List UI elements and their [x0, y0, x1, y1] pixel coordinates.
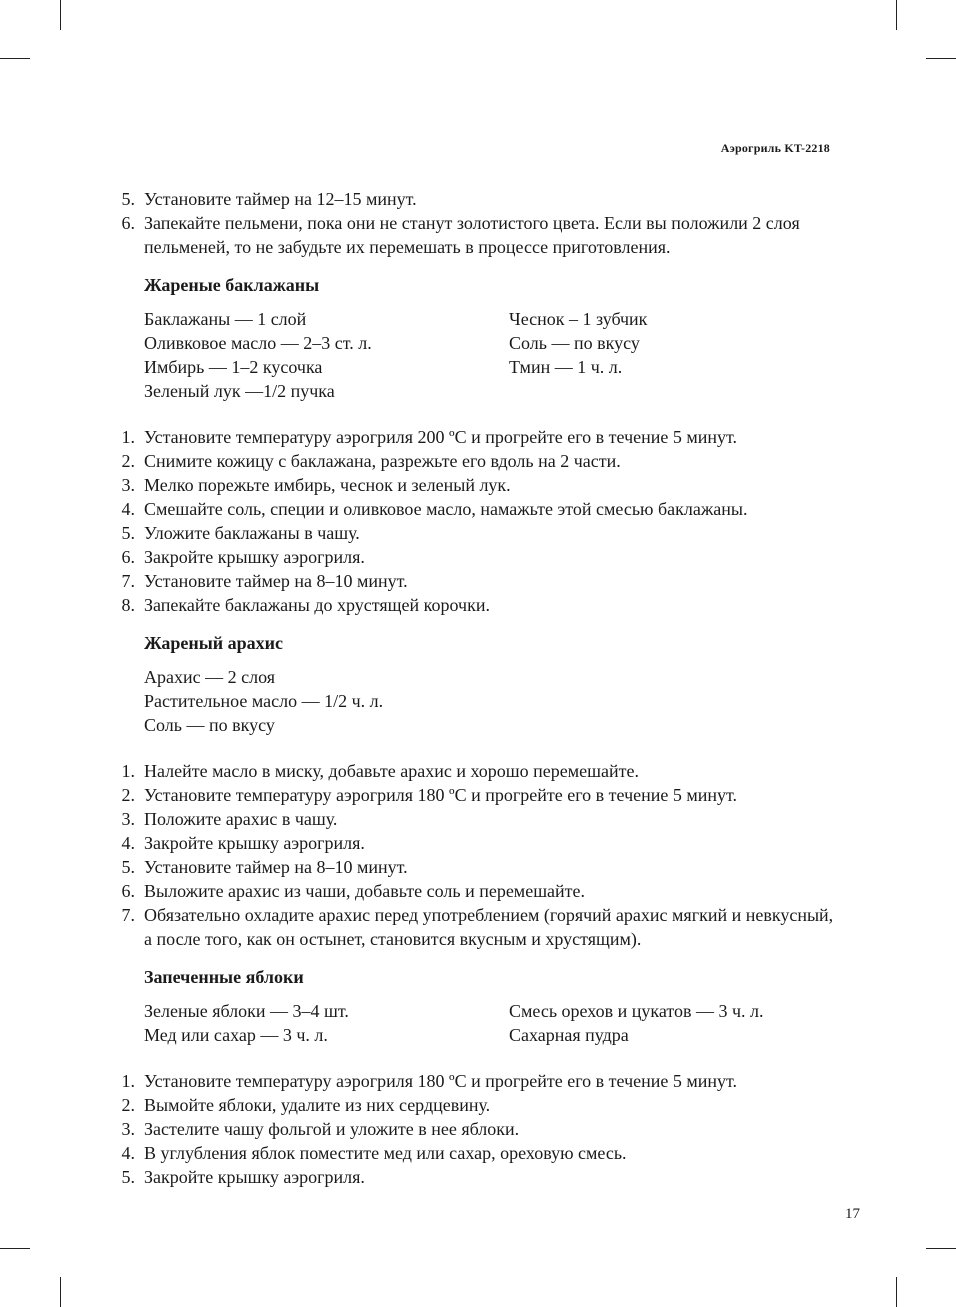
running-head: Аэрогриль KT-2218	[720, 141, 830, 155]
list-item: 5. Установите таймер на 8–10 минут.	[121, 857, 408, 877]
list-item: 5. Установите таймер на 12–15 минут.	[121, 189, 417, 209]
list-item: 6. Выложите арахис из чаши, добавьте соль и перемешайте.	[121, 881, 586, 901]
list-item: 4. В углубления яблок поместите мед или сахар, ореховую смесь.	[121, 1143, 627, 1163]
crop-mark	[0, 1248, 30, 1249]
ingredient: Растительное масло — 1/2 ч. л.	[144, 691, 384, 711]
crop-mark	[896, 0, 897, 30]
list-item: 6. Закройте крышку аэрогриля.	[121, 547, 365, 567]
crop-mark	[926, 58, 956, 59]
crop-mark	[926, 1248, 956, 1249]
ingredients	[144, 665, 838, 737]
list-item: 5. Уложите баклажаны в чашу.	[121, 523, 360, 543]
ingredients-left	[144, 999, 509, 1047]
list-item: 7. Установите таймер на 8–10 минут.	[121, 571, 408, 591]
ingredient: Чеснок – 1 зубчик	[509, 309, 648, 329]
ingredients-right	[509, 307, 838, 403]
recipe-title: Запеченные яблоки	[144, 967, 304, 987]
ingredients-right	[509, 999, 838, 1047]
intro-steps	[108, 187, 838, 259]
list-item: 4. Смешайте соль, специи и оливковое масло, намажьте этой смесью баклажаны.	[121, 499, 748, 519]
list-item: 2. Снимите кожицу с баклажана, разрежьте его вдоль на 2 части.	[121, 451, 621, 471]
list-item: 8. Запекайте баклажаны до хрустящей корочки.	[121, 595, 490, 615]
ingredient: Зеленые яблоки — 3–4 шт.	[144, 1001, 349, 1021]
ingredients-left	[144, 307, 509, 403]
apple-steps	[108, 1069, 838, 1189]
ingredient: Соль — по вкусу	[509, 333, 640, 353]
ingredients	[144, 999, 838, 1047]
ingredient: Сахарная пудра	[509, 1025, 629, 1045]
crop-mark	[0, 58, 30, 59]
list-item: 2. Установите температуру аэрогриля 180 ºС и прогрейте его в течение 5 минут.	[121, 785, 738, 805]
list-item: 1. Установите температуру аэрогриля 180 ºС и прогрейте его в течение 5 минут.	[121, 1071, 738, 1091]
crop-mark	[60, 0, 61, 30]
recipe-title: Жареные баклажаны	[144, 275, 320, 295]
recipe-title: Жареный арахис	[144, 633, 284, 653]
eggplant-steps	[108, 425, 838, 617]
list-item: 7. Обязательно охладите арахис перед употреблением (горячий арахис мягкий и невкусный, а после того, как он остынет, становится вкусным и хрустящим).	[121, 905, 834, 949]
crop-mark	[896, 1277, 897, 1307]
list-item: 3. Положите арахис в чашу.	[121, 809, 338, 829]
list-item: 2. Вымойте яблоки, удалите из них сердцевину.	[121, 1095, 491, 1115]
ingredient: Тмин — 1 ч. л.	[509, 357, 623, 377]
ingredient: Зеленый лук —1/2 пучка	[144, 381, 335, 401]
page-content	[108, 187, 838, 1189]
ingredient: Оливковое масло — 2–3 ст. л.	[144, 333, 372, 353]
list-item: 1. Установите температуру аэрогриля 200 ºС и прогрейте его в течение 5 минут.	[121, 427, 738, 447]
ingredient: Баклажаны — 1 слой	[144, 309, 307, 329]
ingredient: Имбирь — 1–2 кусочка	[144, 357, 323, 377]
ingredients	[144, 307, 838, 403]
ingredient: Соль — по вкусу	[144, 715, 275, 735]
list-item: 5. Закройте крышку аэрогриля.	[121, 1167, 365, 1187]
ingredient: Арахис — 2 слоя	[144, 667, 276, 687]
crop-mark	[60, 1277, 61, 1307]
list-item: 4. Закройте крышку аэрогриля.	[121, 833, 365, 853]
ingredient: Смесь орехов и цукатов — 3 ч. л.	[509, 1001, 764, 1021]
peanut-steps	[108, 759, 838, 951]
ingredient: Мед или сахар — 3 ч. л.	[144, 1025, 328, 1045]
page-number: 17	[845, 1206, 860, 1222]
list-item: 1. Налейте масло в миску, добавьте арахис и хорошо перемешайте.	[121, 761, 639, 781]
list-item: 3. Мелко порежьте имбирь, чеснок и зеленый лук.	[121, 475, 511, 495]
list-item: 6. Запекайте пельмени, пока они не станут золотистого цвета. Если вы положили 2 слоя пельменей, то не забудьте их перемешать в процессе приготовления.	[121, 213, 800, 257]
list-item: 3. Застелите чашу фольгой и уложите в нее яблоки.	[121, 1119, 520, 1139]
